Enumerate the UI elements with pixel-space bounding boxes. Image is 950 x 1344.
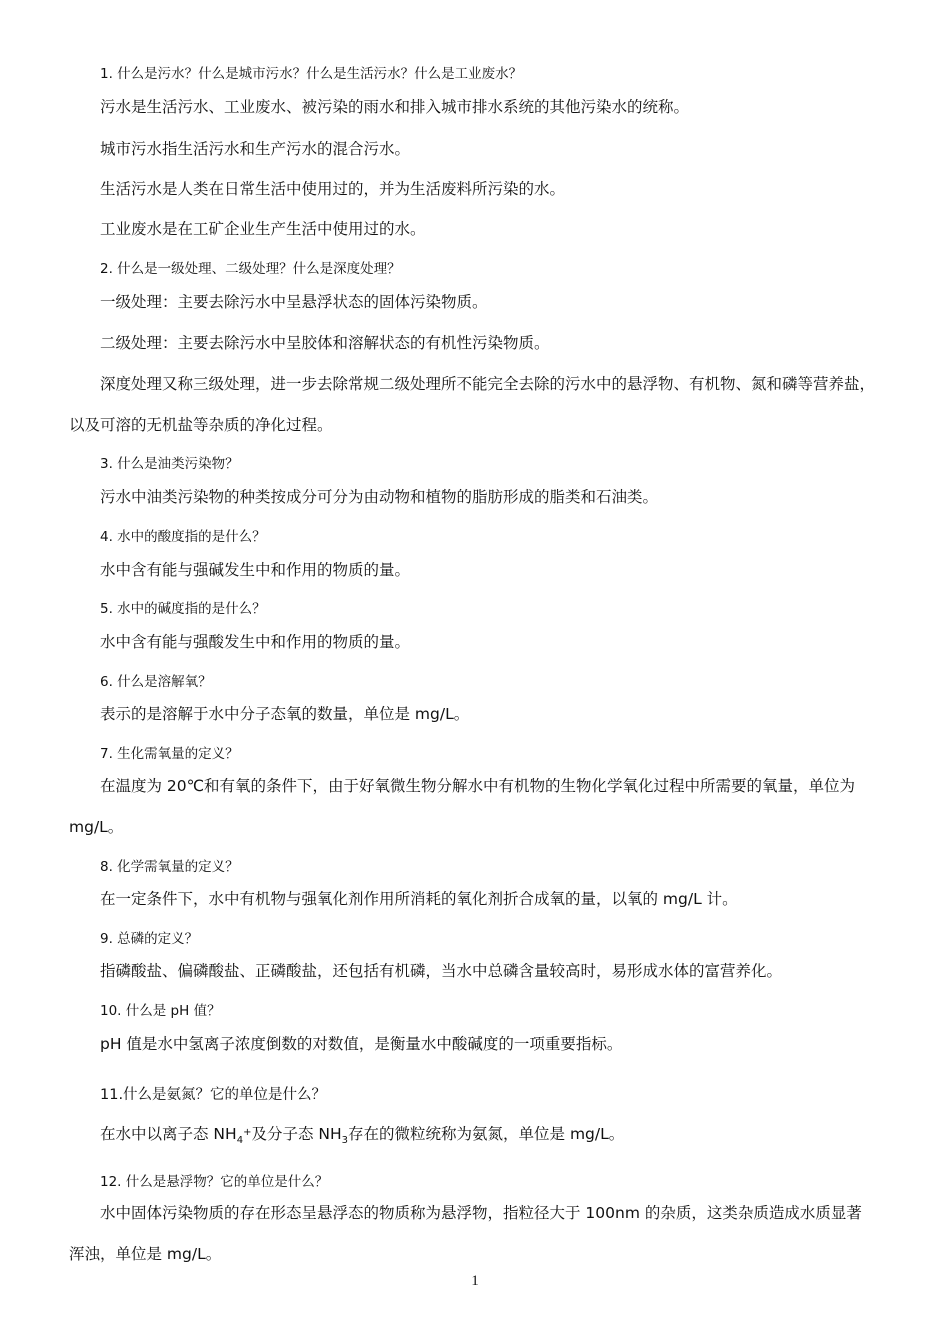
answer-11-sub-3: 3 <box>341 1135 349 1146</box>
answer-2-advanced-line2: 以及可溶的无机盐等杂质的净化过程。 <box>69 416 333 434</box>
answer-5: 水中含有能与强酸发生中和作用的物质的量。 <box>100 633 411 651</box>
question-7: 7. 生化需氧量的定义？ <box>100 746 239 762</box>
answer-11-sub-4: 4 <box>236 1135 244 1146</box>
answer-2-secondary: 二级处理：主要去除污水中呈胶体和溶解状态的有机性污染物质。 <box>100 334 550 352</box>
answer-7-line1: 在温度为 20℃和有氧的条件下，由于好氧微生物分解水中有机物的生物化学氧化过程中所需要的氧量，单位为 <box>100 777 856 795</box>
question-5: 5. 水中的碱度指的是什么？ <box>100 601 266 617</box>
answer-1-industrial-wastewater: 工业废水是在工矿企业生产生活中使用过的水。 <box>100 220 426 238</box>
answer-2-advanced-line1: 深度处理又称三级处理，进一步去除常规二级处理所不能完全去除的污水中的悬浮物、有机物、氮和磷等营养盐， <box>100 375 876 393</box>
answer-6: 表示的是溶解于水中分子态氧的数量，单位是 mg/L。 <box>100 705 470 723</box>
answer-7-line2: mg/L。 <box>69 818 124 836</box>
question-4: 4. 水中的酸度指的是什么？ <box>100 529 266 545</box>
question-3: 3. 什么是油类污染物？ <box>100 456 239 472</box>
question-8: 8. 化学需氧量的定义？ <box>100 859 239 875</box>
question-11: 11.什么是氨氮？它的单位是什么？ <box>100 1087 327 1103</box>
question-12: 12. 什么是悬浮物？它的单位是什么？ <box>100 1174 329 1190</box>
question-9: 9. 总磷的定义？ <box>100 931 199 947</box>
answer-8: 在一定条件下，水中有机物与强氧化剂作用所消耗的氧化剂折合成氧的量，以氧的 mg/L 计。 <box>100 890 738 908</box>
answer-12-line2: 浑浊，单位是 mg/L。 <box>69 1245 222 1263</box>
question-1: 1. 什么是污水？什么是城市污水？什么是生活污水？什么是工业废水？ <box>100 66 523 82</box>
answer-11-part3: 存在的微粒统称为氨氮，单位是 mg/L。 <box>348 1125 625 1143</box>
answer-11-sup-plus: + <box>243 1127 252 1138</box>
answer-10: pH 值是水中氢离子浓度倒数的对数值，是衡量水中酸碱度的一项重要指标。 <box>100 1035 623 1053</box>
question-10: 10. 什么是 pH 值？ <box>100 1003 221 1019</box>
answer-4: 水中含有能与强碱发生中和作用的物质的量。 <box>100 561 411 579</box>
question-6: 6. 什么是溶解氧？ <box>100 674 212 690</box>
answer-1-domestic-sewage: 生活污水是人类在日常生活中使用过的，并为生活废料所污染的水。 <box>100 180 566 198</box>
answer-11-part1: 在水中以离子态 NH <box>100 1125 237 1143</box>
answer-3: 污水中油类污染物的种类按成分可分为由动物和植物的脂肪形成的脂类和石油类。 <box>100 488 659 506</box>
answer-11-part2: 及分子态 NH <box>251 1125 342 1143</box>
answer-12-line1: 水中固体污染物质的存在形态呈悬浮态的物质称为悬浮物，指粒径大于 100nm 的杂质，这类杂质造成水质显著 <box>100 1204 862 1222</box>
answer-1-sewage: 污水是生活污水、工业废水、被污染的雨水和排入城市排水系统的其他污染水的统称。 <box>100 98 690 116</box>
answer-2-primary: 一级处理：主要去除污水中呈悬浮状态的固体污染物质。 <box>100 293 488 311</box>
question-2: 2. 什么是一级处理、二级处理？什么是深度处理？ <box>100 261 401 277</box>
answer-9: 指磷酸盐、偏磷酸盐、正磷酸盐，还包括有机磷，当水中总磷含量较高时，易形成水体的富营养化。 <box>100 962 783 980</box>
answer-1-urban-sewage: 城市污水指生活污水和生产污水的混合污水。 <box>100 140 411 158</box>
page-number: 1 <box>471 1273 479 1289</box>
answer-11 <box>100 1125 625 1146</box>
